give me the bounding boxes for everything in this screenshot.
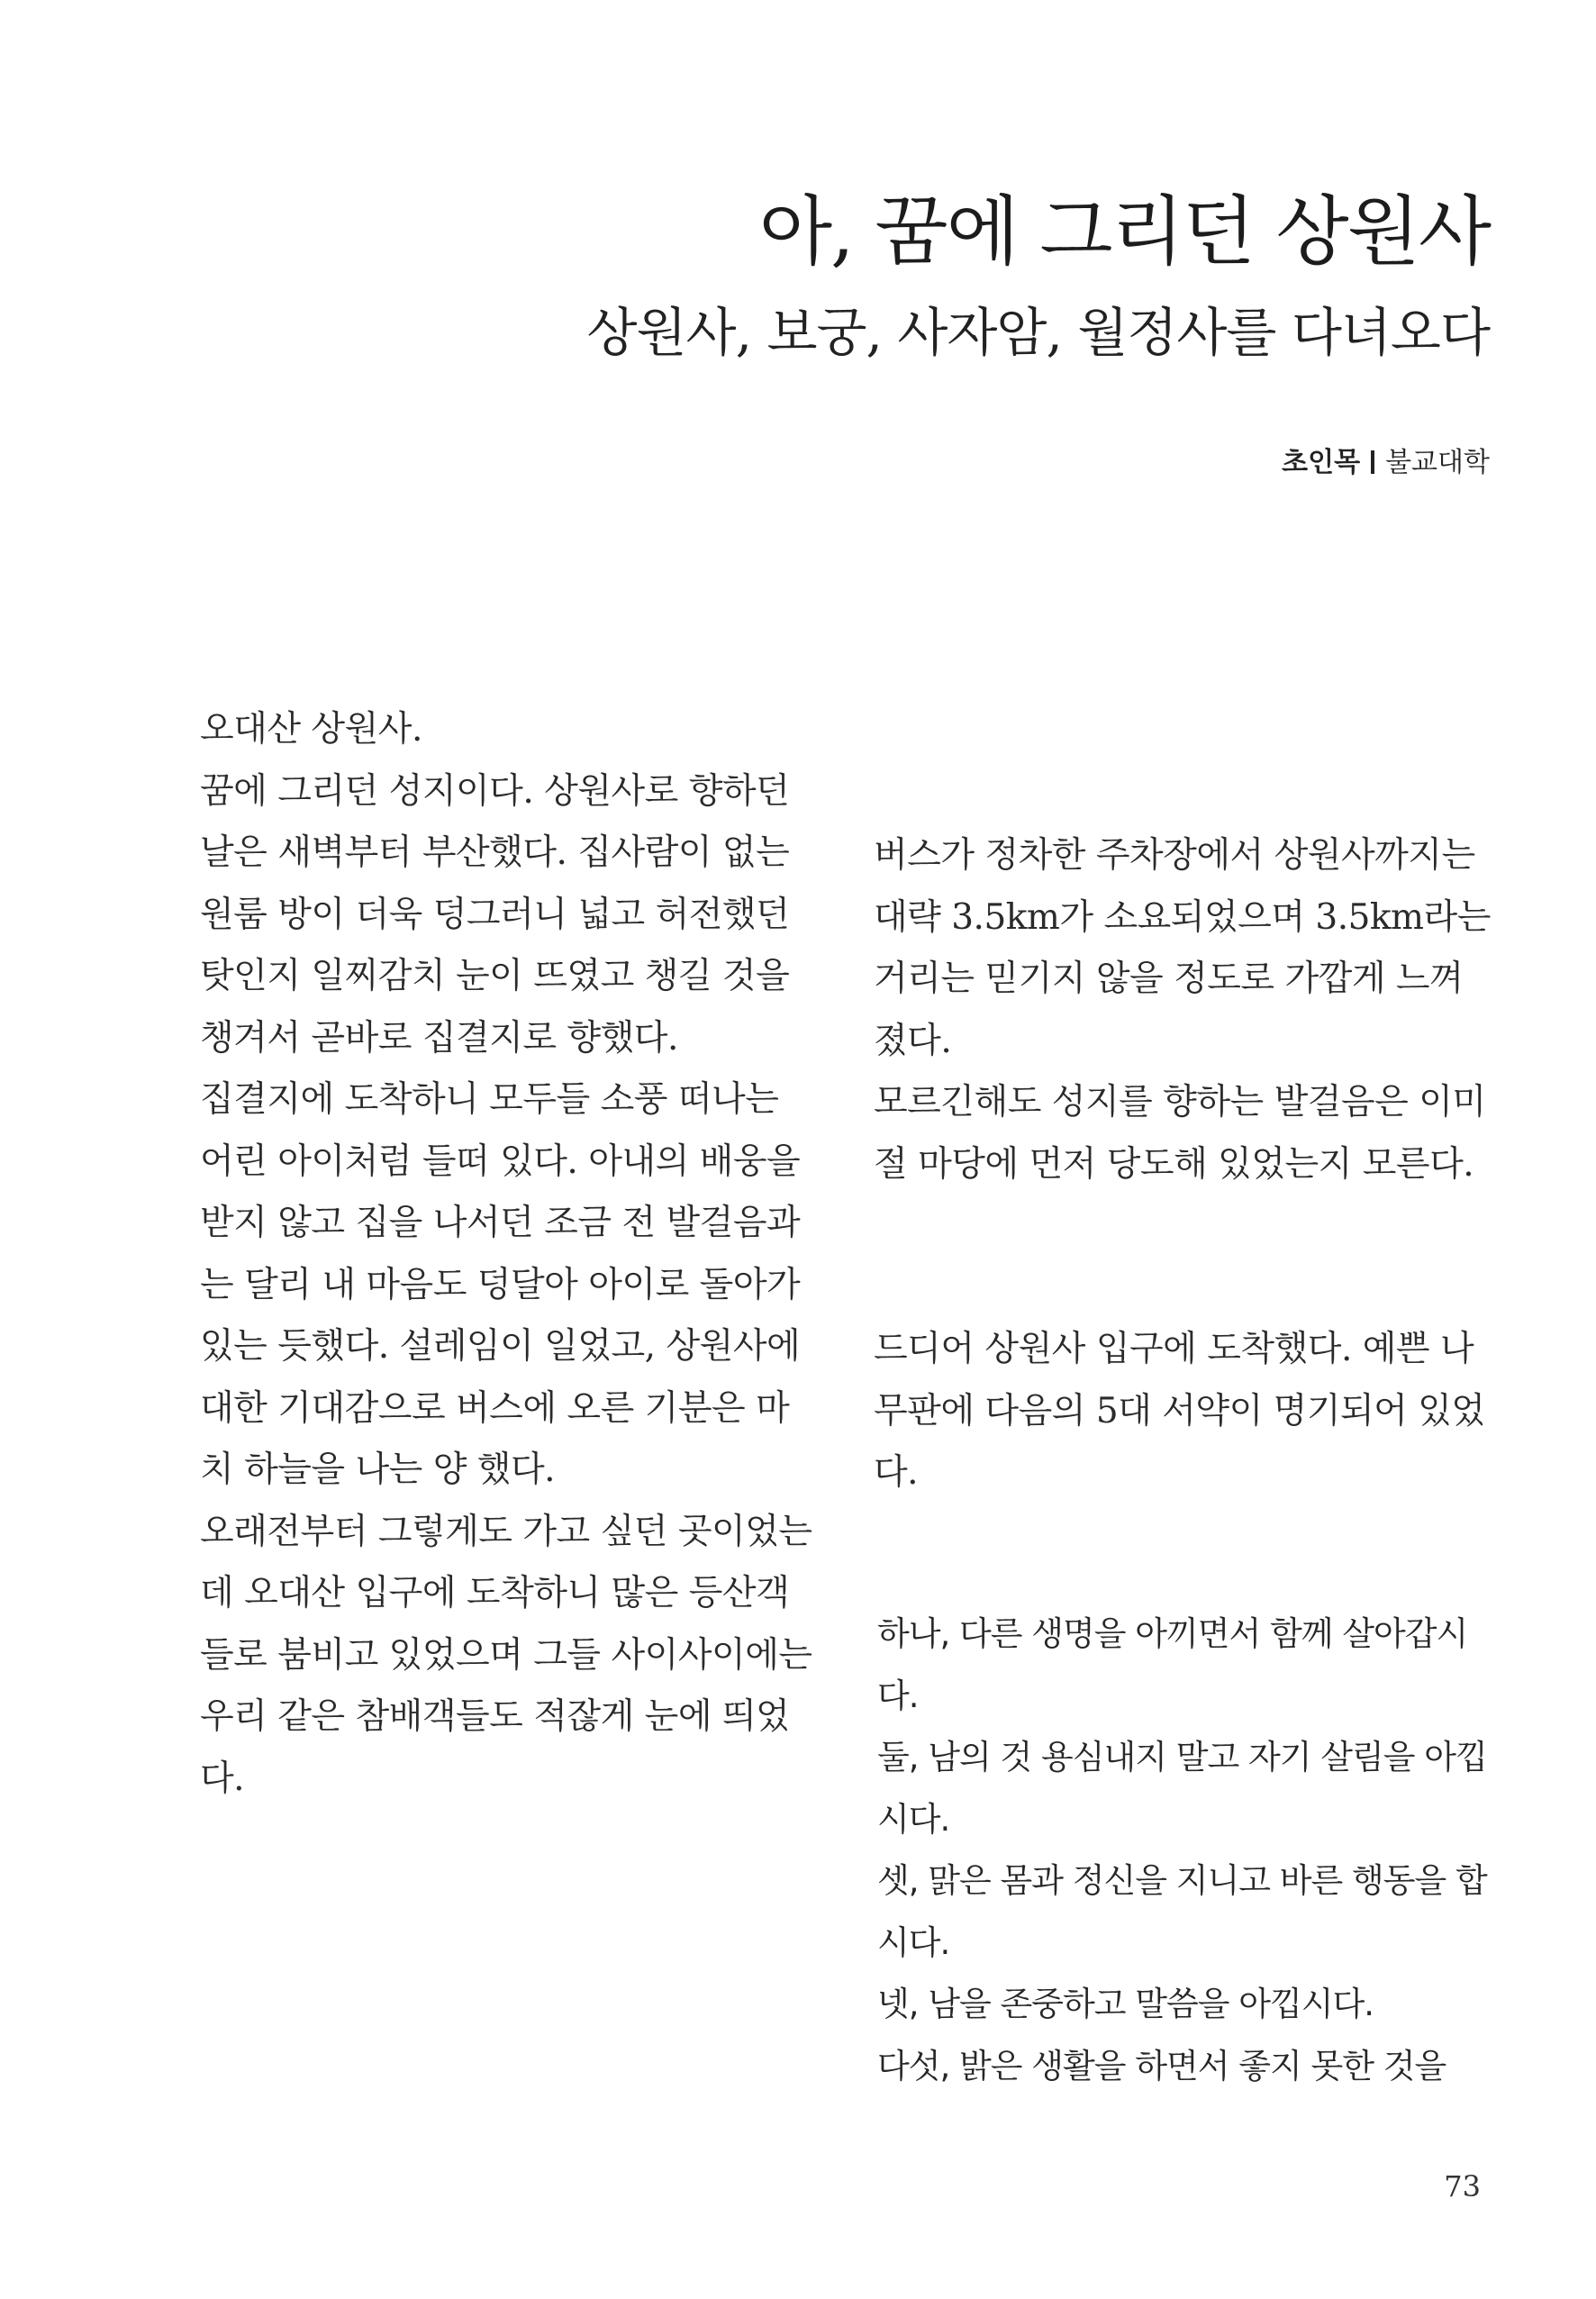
vow-item: 하나, 다른 생명을 아끼면서 함께 살아갑시다. xyxy=(877,1614,1468,1715)
left-paragraph-1: 오대산 상원사. xyxy=(200,709,422,750)
left-column xyxy=(200,699,821,1810)
article-title: 아, 꿈에 그리던 상원사 xyxy=(758,187,1490,276)
five-vows-list xyxy=(877,1604,1499,2097)
page-number: 73 xyxy=(1444,2169,1481,2204)
vow-item: 다섯, 밝은 생활을 하면서 좋지 못한 것을 xyxy=(877,2046,1446,2085)
right-paragraph-2: 모르긴해도 성지를 향하는 발걸음은 이미 절 마당에 먼저 당도해 있었는지 모른다. xyxy=(874,1082,1486,1185)
left-paragraph-2: 꿈에 그리던 성지이다. 상원사로 향하던 날은 새벽부터 부산했다. 집사람이 없는 원룸 방이 더욱 덩그러니 넓고 허전했던 탓인지 일찌감치 눈이 뜨였고 챙길 것을 챙겨서 곧바로 집결지로 향했다. xyxy=(200,770,790,1059)
left-paragraph-3: 집결지에 도착하니 모두들 소풍 떠나는 어린 아이처럼 들떠 있다. 아내의 배웅을 받지 않고 집을 나서던 조금 전 발걸음과는 달리 내 마음도 덩달아 아이로 돌아가 있는 듯했다. 설레임이 일었고, 상원사에 대한 기대감으로 버스에 오른 기분은 마치 하늘을 나는 양 했다. xyxy=(200,1079,801,1490)
right-column xyxy=(874,825,1495,1504)
vow-item: 넷, 남을 존중하고 말씀을 아낍시다. xyxy=(877,1985,1374,2023)
right-paragraph-1: 버스가 정차한 주차장에서 상원사까지는 대략 3.5km가 소요되었으며 3.5km라는 거리는 믿기지 않을 정도로 가깝게 느껴졌다. xyxy=(874,835,1491,1061)
author-name: 초인목 xyxy=(1282,447,1361,478)
vow-item: 셋, 맑은 몸과 정신을 지니고 바른 행동을 합시다. xyxy=(877,1861,1487,1962)
left-paragraph-4: 오래전부터 그렇게도 가고 싶던 곳이었는데 오대산 입구에 도착하니 많은 등산객들로 붐비고 있었으며 그들 사이사이에는 우리 같은 참배객들도 적잖게 눈에 띄었다. xyxy=(200,1511,812,1799)
byline xyxy=(1282,440,1490,479)
author-affiliation: 불교대학 xyxy=(1385,447,1490,478)
article-subtitle: 상원사, 보궁, 사자암, 월정사를 다녀오다 xyxy=(586,302,1490,363)
byline-divider xyxy=(1371,450,1374,474)
right-paragraph-3: 드디어 상원사 입구에 도착했다. 예쁜 나무판에 다음의 5대 서약이 명기되어 있었다. xyxy=(874,1329,1485,1493)
vow-item: 둘, 남의 것 용심내지 말고 자기 살림을 아낍시다. xyxy=(877,1738,1487,1839)
